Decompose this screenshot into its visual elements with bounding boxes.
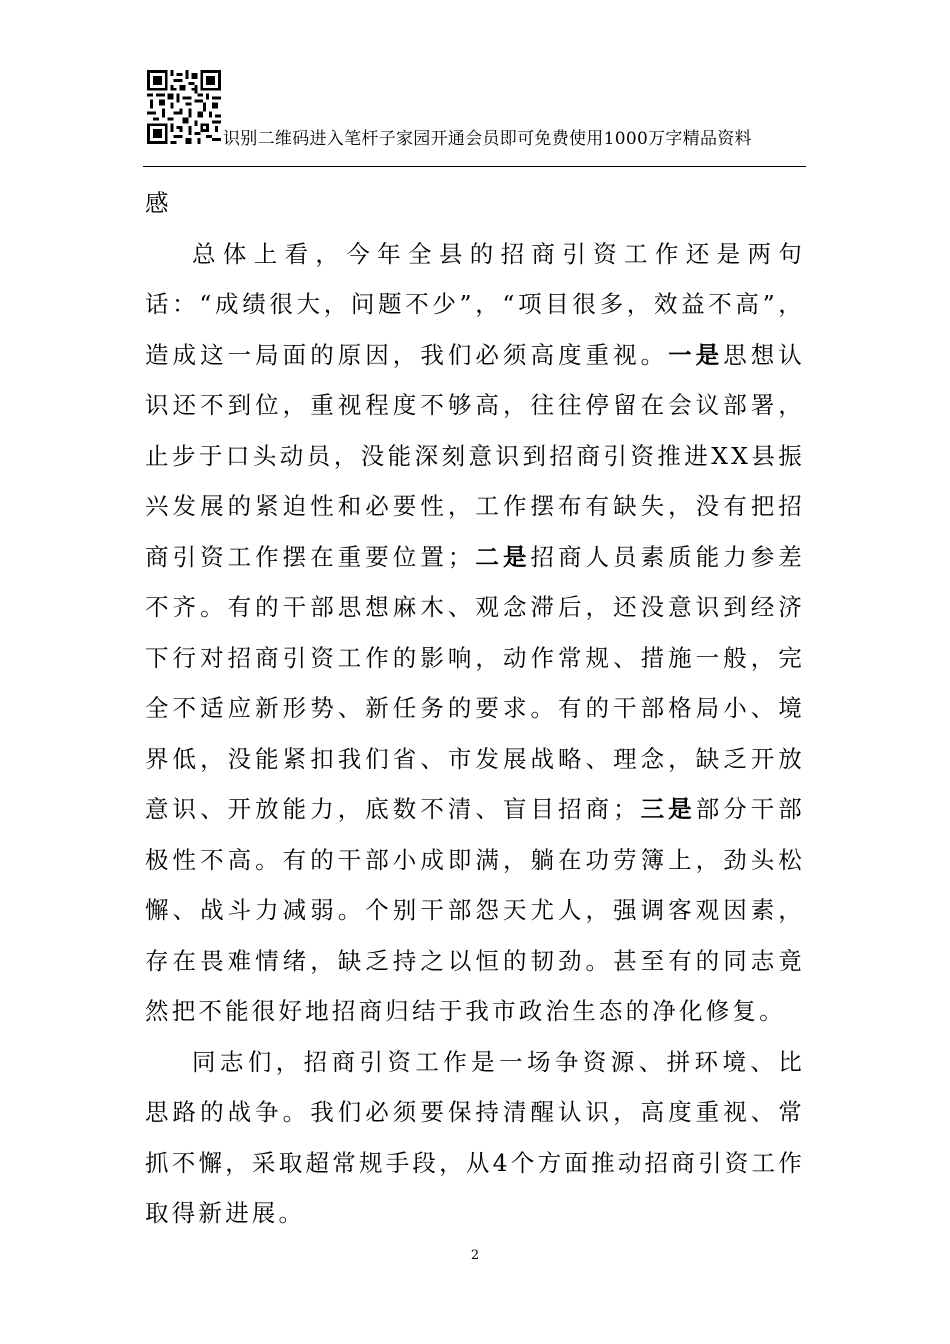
continued-fragment: 感 (145, 189, 172, 217)
header-banner-text: 识别二维码进入笔杆子家园开通会员即可免费使用1000万字精品资料 (223, 129, 752, 149)
point-1-text: 思想认识还不到位，重视程度不够高，往往停留在会议部署，止步于口头动员，没能深刻意识到招商引资推进XX县振兴发展的紧迫性和必要性，工作摆布有缺失，没有把招商引资工作摆在重要位置； (145, 340, 805, 571)
point-2-label: 二是 (474, 542, 531, 571)
qr-code-icon (147, 70, 221, 144)
document-body (145, 178, 805, 1239)
point-2-text: 招商人员素质能力参差不齐。有的干部思想麻木、观念滞后，还没意识到经济下行对招商引资工作的影响，动作常规、措施一般，完全不适应新形势、新任务的要求。有的干部格局小、境界低，没能紧扣我们省、市发展战略、理念，缺乏开放意识、开放能力，底数不清、盲目招商； (145, 542, 805, 823)
point-1-label: 一是 (668, 340, 724, 369)
point-3-text: 部分干部极性不高。有的干部小成即满，躺在功劳簿上，劲头松懈、战斗力减弱。个别干部怨天尤人，强调客观因素，存在畏难情绪，缺乏持之以恒的韧劲。甚至有的同志竟然把不能很好地招商归结于我市政治生态的净化修复。 (145, 795, 805, 1025)
point-3-label: 三是 (639, 795, 696, 823)
paragraph-2: 同志们，招商引资工作是一场争资源、拼环境、比思路的战争。我们必须要保持清醒认识，高度重视、常抓不懈，采取超常规手段，从4个方面推动招商引资工作取得新进展。 (145, 1047, 805, 1227)
page-number: 2 (470, 1248, 480, 1263)
paragraph-1 (145, 229, 805, 1037)
header-divider (143, 166, 806, 167)
paragraph-1-intro: 总体上看，今年全县的招商引资工作还是两句话：“成绩很大，问题不少”，“项目很多，效益不高”，造成这一局面的原因，我们必须高度重视。 (145, 239, 805, 369)
